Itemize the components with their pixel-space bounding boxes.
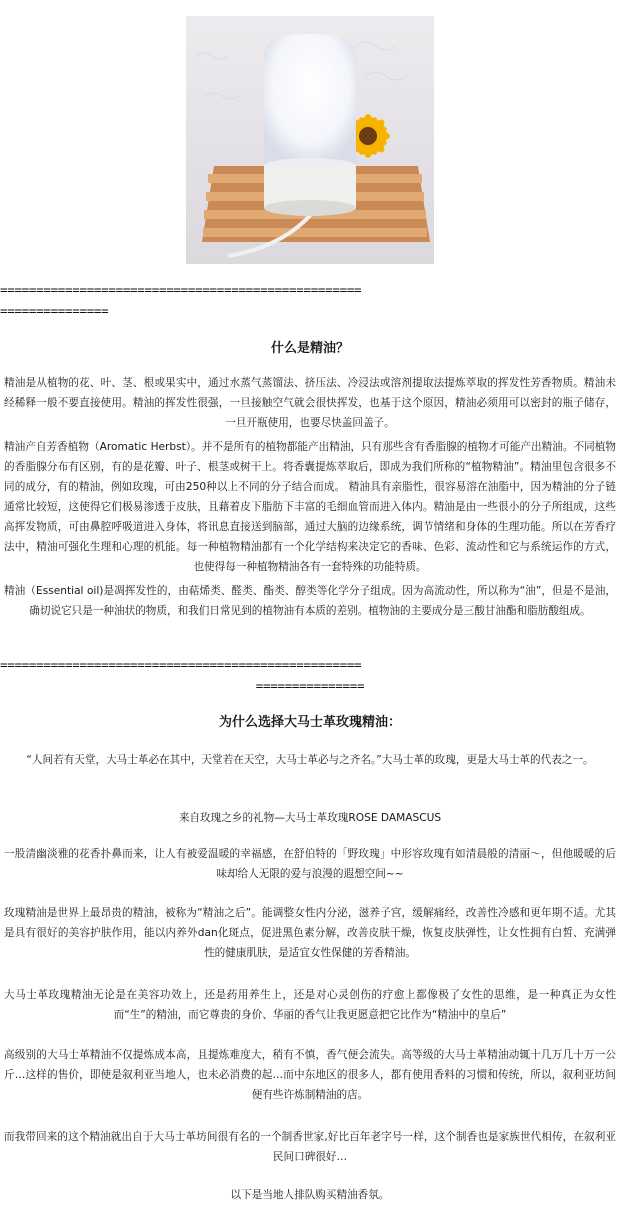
separator-line: ================================================== [0, 657, 362, 672]
section-title-why-damask-rose: 为什么选择大马士革玫瑰精油： [218, 715, 401, 730]
section-title-what-is-essential-oil: 什么是精油？ [270, 341, 349, 356]
paragraph: 玫瑰精油是世界上最昂贵的精油，被称为“精油之后”。能调整女性内分泌，滋养子宫，缓解痛经，改善性冷感和更年期不适。尤其是具有很好的美容护肤作用，能以内养外dan化斑点，促进黑色素分解，改善皮肤干燥，恢复皮肤弹性，让女性拥有白皙、充满弹性的健康肌肤，是适宜女性保健的芳香精油。 [4, 907, 616, 959]
separator-line: =============== [255, 678, 365, 693]
paragraph: 而我带回来的这个精油就出自于大马士革坊间很有名的一个制香世家,好比百年老字号一样，这个制香也是家族世代相传，在叙利亚民间口碑很好… [4, 1131, 616, 1163]
separator-line: ================================================== [0, 282, 362, 297]
paragraph: 精油产自芳香植物（Aromatic Herbst）。并不是所有的植物都能产出精油，只有那些含有香脂腺的植物才可能产出精油。不同植物的香脂腺分布有区别，有的是花瓣、叶子、根茎或树干上。将香囊提炼萃取后，即成为我们所称的“植物精油”。精油里包含很多不同的成分，有的精油，例如玫瑰，可由250种以上不同的分子结合而成。 精油具有亲脂性，很容易溶在油脂中，因为精油的分子链通常比较短，这使得它们极易渗透于皮肤，且藉着皮下脂肪下丰富的毛细血管而进入体内。精油是由一些很小的分子所组成，这些高挥发物质，可由鼻腔呼吸道进入身体，将讯息直接送到脑部，通过大脑的边缘系统，调节情绪和身体的生理功能。所以在芳香疗法中，精油可强化生理和心理的机能。每一种植物精油都有一个化学结构来决定它的香味、色彩、流动性和它与系统运作的方式，也使得每一种植物精油各有一套特殊的功能特质。 [4, 441, 616, 573]
paragraph: “人间若有天堂，大马士革必在其中，天堂若在天空，大马士革必与之齐名。”大马士革的玫瑰，更是大马士革的代表之一。 [26, 754, 594, 766]
aroma-diffuser-lamp [264, 34, 356, 216]
product-photo [186, 16, 434, 264]
paragraph: 来自玫瑰之乡的礼物—大马士革玫瑰ROSE DAMASCUS [178, 812, 442, 824]
paragraph: 以下是当地人排队购买精油香氛。 [230, 1189, 390, 1201]
paragraph: 高级别的大马士革精油不仅提炼成本高，且提炼难度大，稍有不慎，香气便会流失。高等级的大马士革精油动辄十几万几十万一公斤…这样的售价，即使是叙利亚当地人，也未必消费的起…而中东地区的很多人，都有使用香料的习惯和传统，所以，叙利亚坊间便有些许炼制精油的店。 [4, 1049, 616, 1101]
paragraph: 一股清幽淡雅的花香扑鼻而来，让人有被爱温暖的幸福感，在舒伯特的「野玫瑰」中形容玫瑰有如清晨般的清丽～，但他暖暖的后味却给人无限的爱与浪漫的遐想空间~~ [4, 848, 616, 880]
paragraph: 大马士革玫瑰精油无论是在美容功效上，还是药用养生上，还是对心灵创伤的疗愈上都像极了女性的思维，是一种真正为女性而“生”的精油，而它尊贵的身价、华丽的香气让我更愿意把它比作为“精油中的皇后” [4, 989, 616, 1021]
separator-line: =============== [0, 303, 109, 318]
paragraph: 精油是从植物的花、叶、茎、根或果实中，通过水蒸气蒸馏法、挤压法、冷浸法或溶剂提取法提炼萃取的挥发性芳香物质。精油未经稀释一般不要直接使用。精油的挥发性很强，一旦接触空气就会很快挥发，也基于这个原因，精油必须用可以密封的瓶子储存，一旦开瓶使用，也要尽快盖回盖子。 [4, 377, 616, 429]
paragraph: 精油（Essential oil)是凋挥发性的，由萜烯类、醛类、酯类、醇类等化学分子组成。因为高流动性，所以称为“油”，但是不是油，确切说它只是一种油状的物质，和我们日常见到的植物油有本质的差别。植物油的主要成分是三酸甘油酯和脂肪酸组成。 [4, 585, 616, 617]
